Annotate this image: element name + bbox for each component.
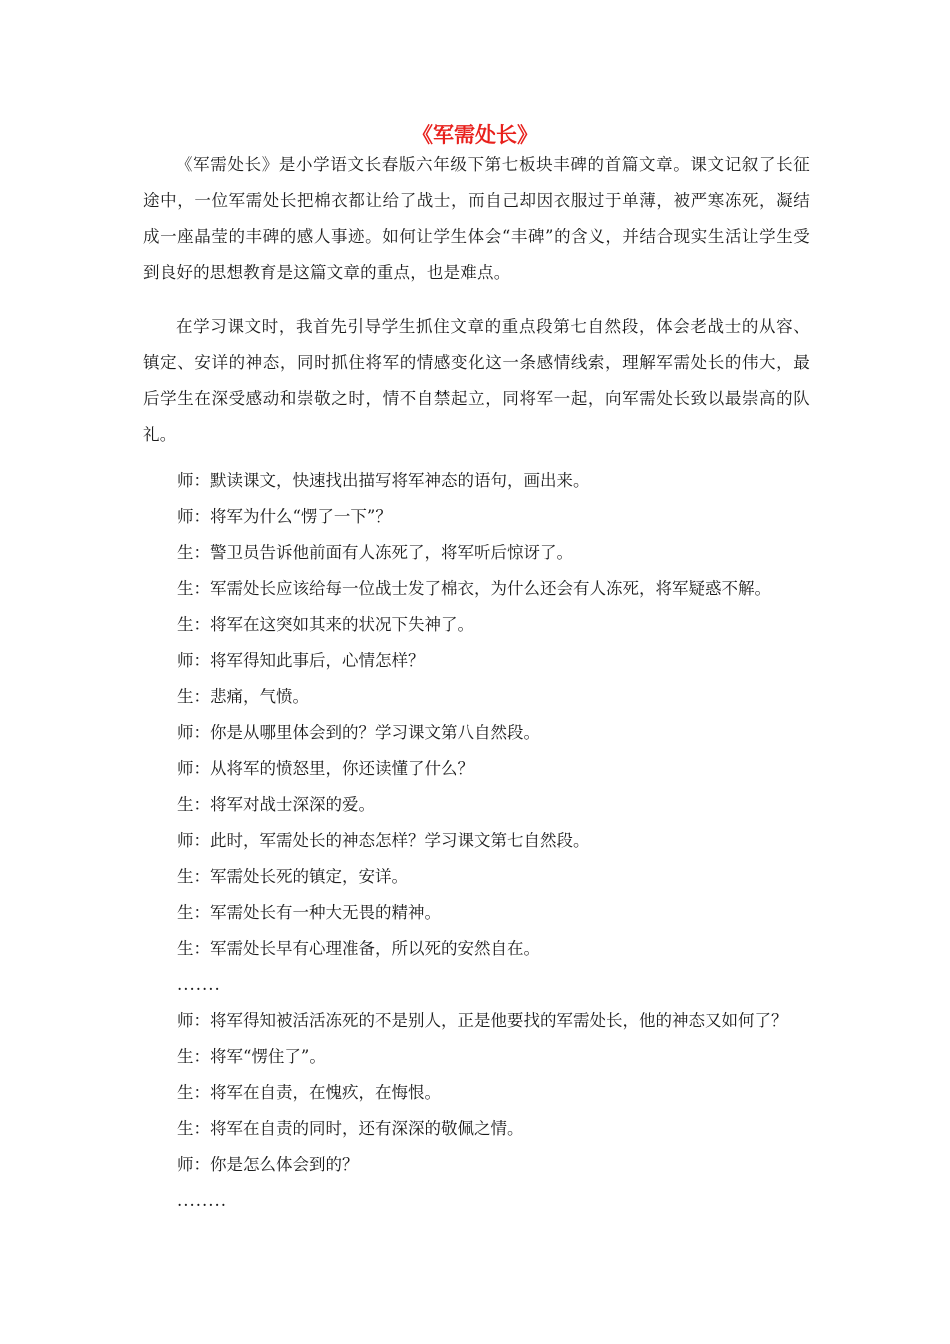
dialogue-line: 生：将军对战士深深的爱。 (177, 795, 375, 814)
dialogue-line: 生：将军“愣住了”。 (177, 1047, 326, 1066)
dialogue-line: 生：军需处长早有心理准备，所以死的安然自在。 (177, 939, 540, 958)
dialogue-line: 师：此时，军需处长的神态怎样？学习课文第七自然段。 (177, 831, 590, 850)
intro-paragraph-1: 《军需处长》是小学语文长春版六年级下第七板块丰碑的首篇文章。课文记叙了长征途中，一位军需处长把棉衣都让给了战士，而自己却因衣服过于单薄，被严寒冻死，凝结成一座晶莹的丰碑的感人事迹。如何让学生体会“丰碑”的含义，并结合现实生活让学生受到良好的思想教育是这篇文章的重点，也是难点。 (143, 155, 810, 282)
dialogue-line: 生：军需处长死的镇定，安详。 (177, 867, 408, 886)
dialogue-line: 师：你是怎么体会到的？ (177, 1155, 359, 1174)
document-title: 《军需处长》 (412, 122, 538, 147)
dialogue-line: 师：将军为什么“愣了一下”？ (177, 507, 392, 526)
dialogue-line: 师：从将军的愤怒里，你还读懂了什么？ (177, 759, 474, 778)
dialogue-line: 生：将军在自责的同时，还有深深的敬佩之情。 (177, 1119, 524, 1138)
dialogue-line: 师：将军得知此事后，心情怎样？ (177, 651, 425, 670)
dialogue-line: 生：军需处长应该给每一位战士发了棉衣，为什么还会有人冻死，将军疑惑不解。 (177, 579, 771, 598)
dialogue-line: 师：默读课文，快速找出描写将军神态的语句，画出来。 (177, 471, 590, 490)
dialogue-line: 生：悲痛，气愤。 (177, 687, 309, 706)
ellipsis-line: ....... (177, 975, 221, 994)
ellipsis-line: ........ (177, 1191, 227, 1210)
dialogue-line: 师：你是从哪里体会到的？学习课文第八自然段。 (177, 723, 540, 742)
dialogue-line: 生：将军在自责，在愧疚，在悔恨。 (177, 1083, 441, 1102)
intro-paragraph-2: 在学习课文时，我首先引导学生抓住文章的重点段第七自然段，体会老战士的从容、镇定、安详的神态，同时抓住将军的情感变化这一条感情线索，理解军需处长的伟大，最后学生在深受感动和崇敬之时，情不自禁起立，同将军一起，向军需处长致以最崇高的队礼。 (143, 317, 810, 444)
dialogue-line: 生：警卫员告诉他前面有人冻死了，将军听后惊讶了。 (177, 543, 573, 562)
dialogue-line: 生：将军在这突如其来的状况下失神了。 (177, 615, 474, 634)
dialogue-line: 师：将军得知被活活冻死的不是别人，正是他要找的军需处长，他的神态又如何了？ (177, 1011, 788, 1030)
dialogue-line: 生：军需处长有一种大无畏的精神。 (177, 903, 441, 922)
